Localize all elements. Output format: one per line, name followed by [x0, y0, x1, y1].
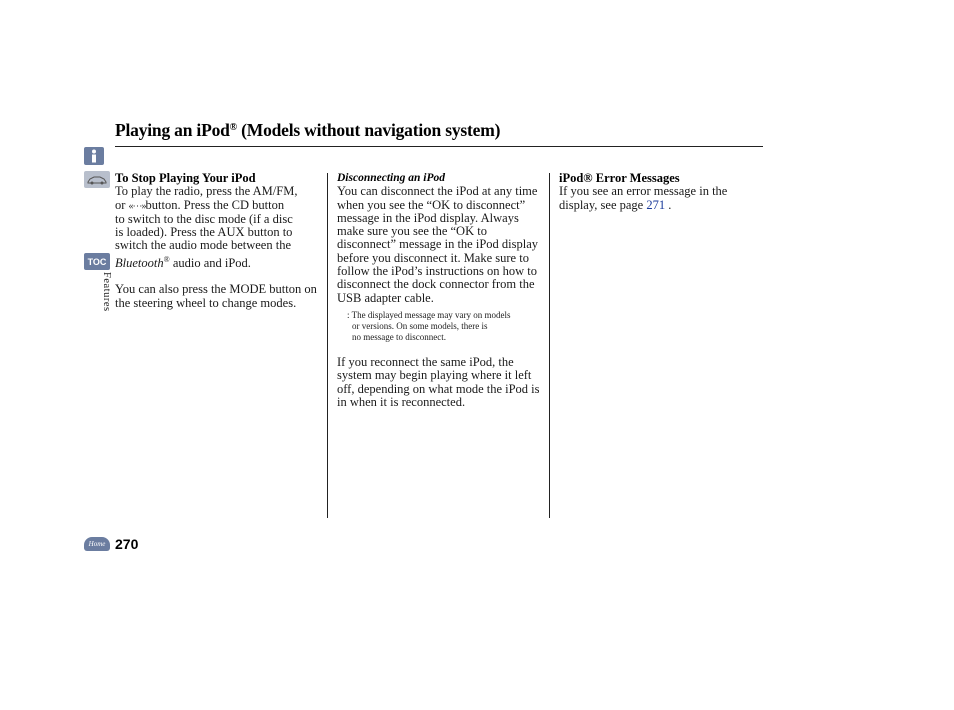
section-heading: Disconnecting an iPod: [337, 172, 445, 184]
seek-button-icon: «⋯»: [128, 200, 146, 212]
page-link[interactable]: 271: [646, 197, 666, 212]
paragraph: If you see an error message in the display, see page 271 .: [559, 184, 728, 212]
paragraph: If you reconnect the same iPod, the system may begin playing where it left off, depending on what mode the iPod is in when it is reconnected.: [337, 354, 540, 409]
section-heading: iPod® Error Messages: [559, 171, 680, 185]
home-label: Home: [88, 540, 106, 548]
toc-label: TOC: [87, 256, 107, 267]
paragraph: You can disconnect the iPod at any time when you see the “OK to disconnect” message in the iPod display. Always make sure you see the “OK to disconnect” message in the iPod display before you disconnect it. Make sure to follow the iPod’s instructions on how to disconnect the dock connector from the USB adapter cable.: [337, 184, 539, 305]
section-heading: To Stop Playing Your iPod: [115, 171, 256, 185]
paragraph: To play the radio, press the AM/FM, or «⋯»button. Press the CD button to switch to the disc mode (if a disc is loaded). Press the AUX button to switch the audio mode between the Bluetooth® audio and iPod.: [115, 184, 298, 270]
page-title: Playing an iPod® (Models without navigation system): [115, 120, 501, 140]
column-divider: [549, 173, 550, 518]
column-disconnecting: [337, 172, 543, 409]
paragraph: You can also press the MODE button on the steering wheel to change modes.: [115, 282, 317, 310]
car-icon[interactable]: [84, 171, 110, 188]
toc-button[interactable]: [84, 253, 110, 270]
page-number: 270: [115, 536, 139, 552]
section-label: Features: [101, 272, 112, 312]
home-button[interactable]: [84, 537, 110, 551]
title-divider: [115, 146, 763, 147]
column-stop-playing: [115, 172, 323, 310]
column-divider: [327, 173, 328, 518]
column-error-messages: [559, 172, 759, 212]
info-icon[interactable]: [84, 147, 104, 165]
footnote: : The displayed message may vary on models or versions. On some models, there is no message to disconnect.: [347, 309, 511, 342]
